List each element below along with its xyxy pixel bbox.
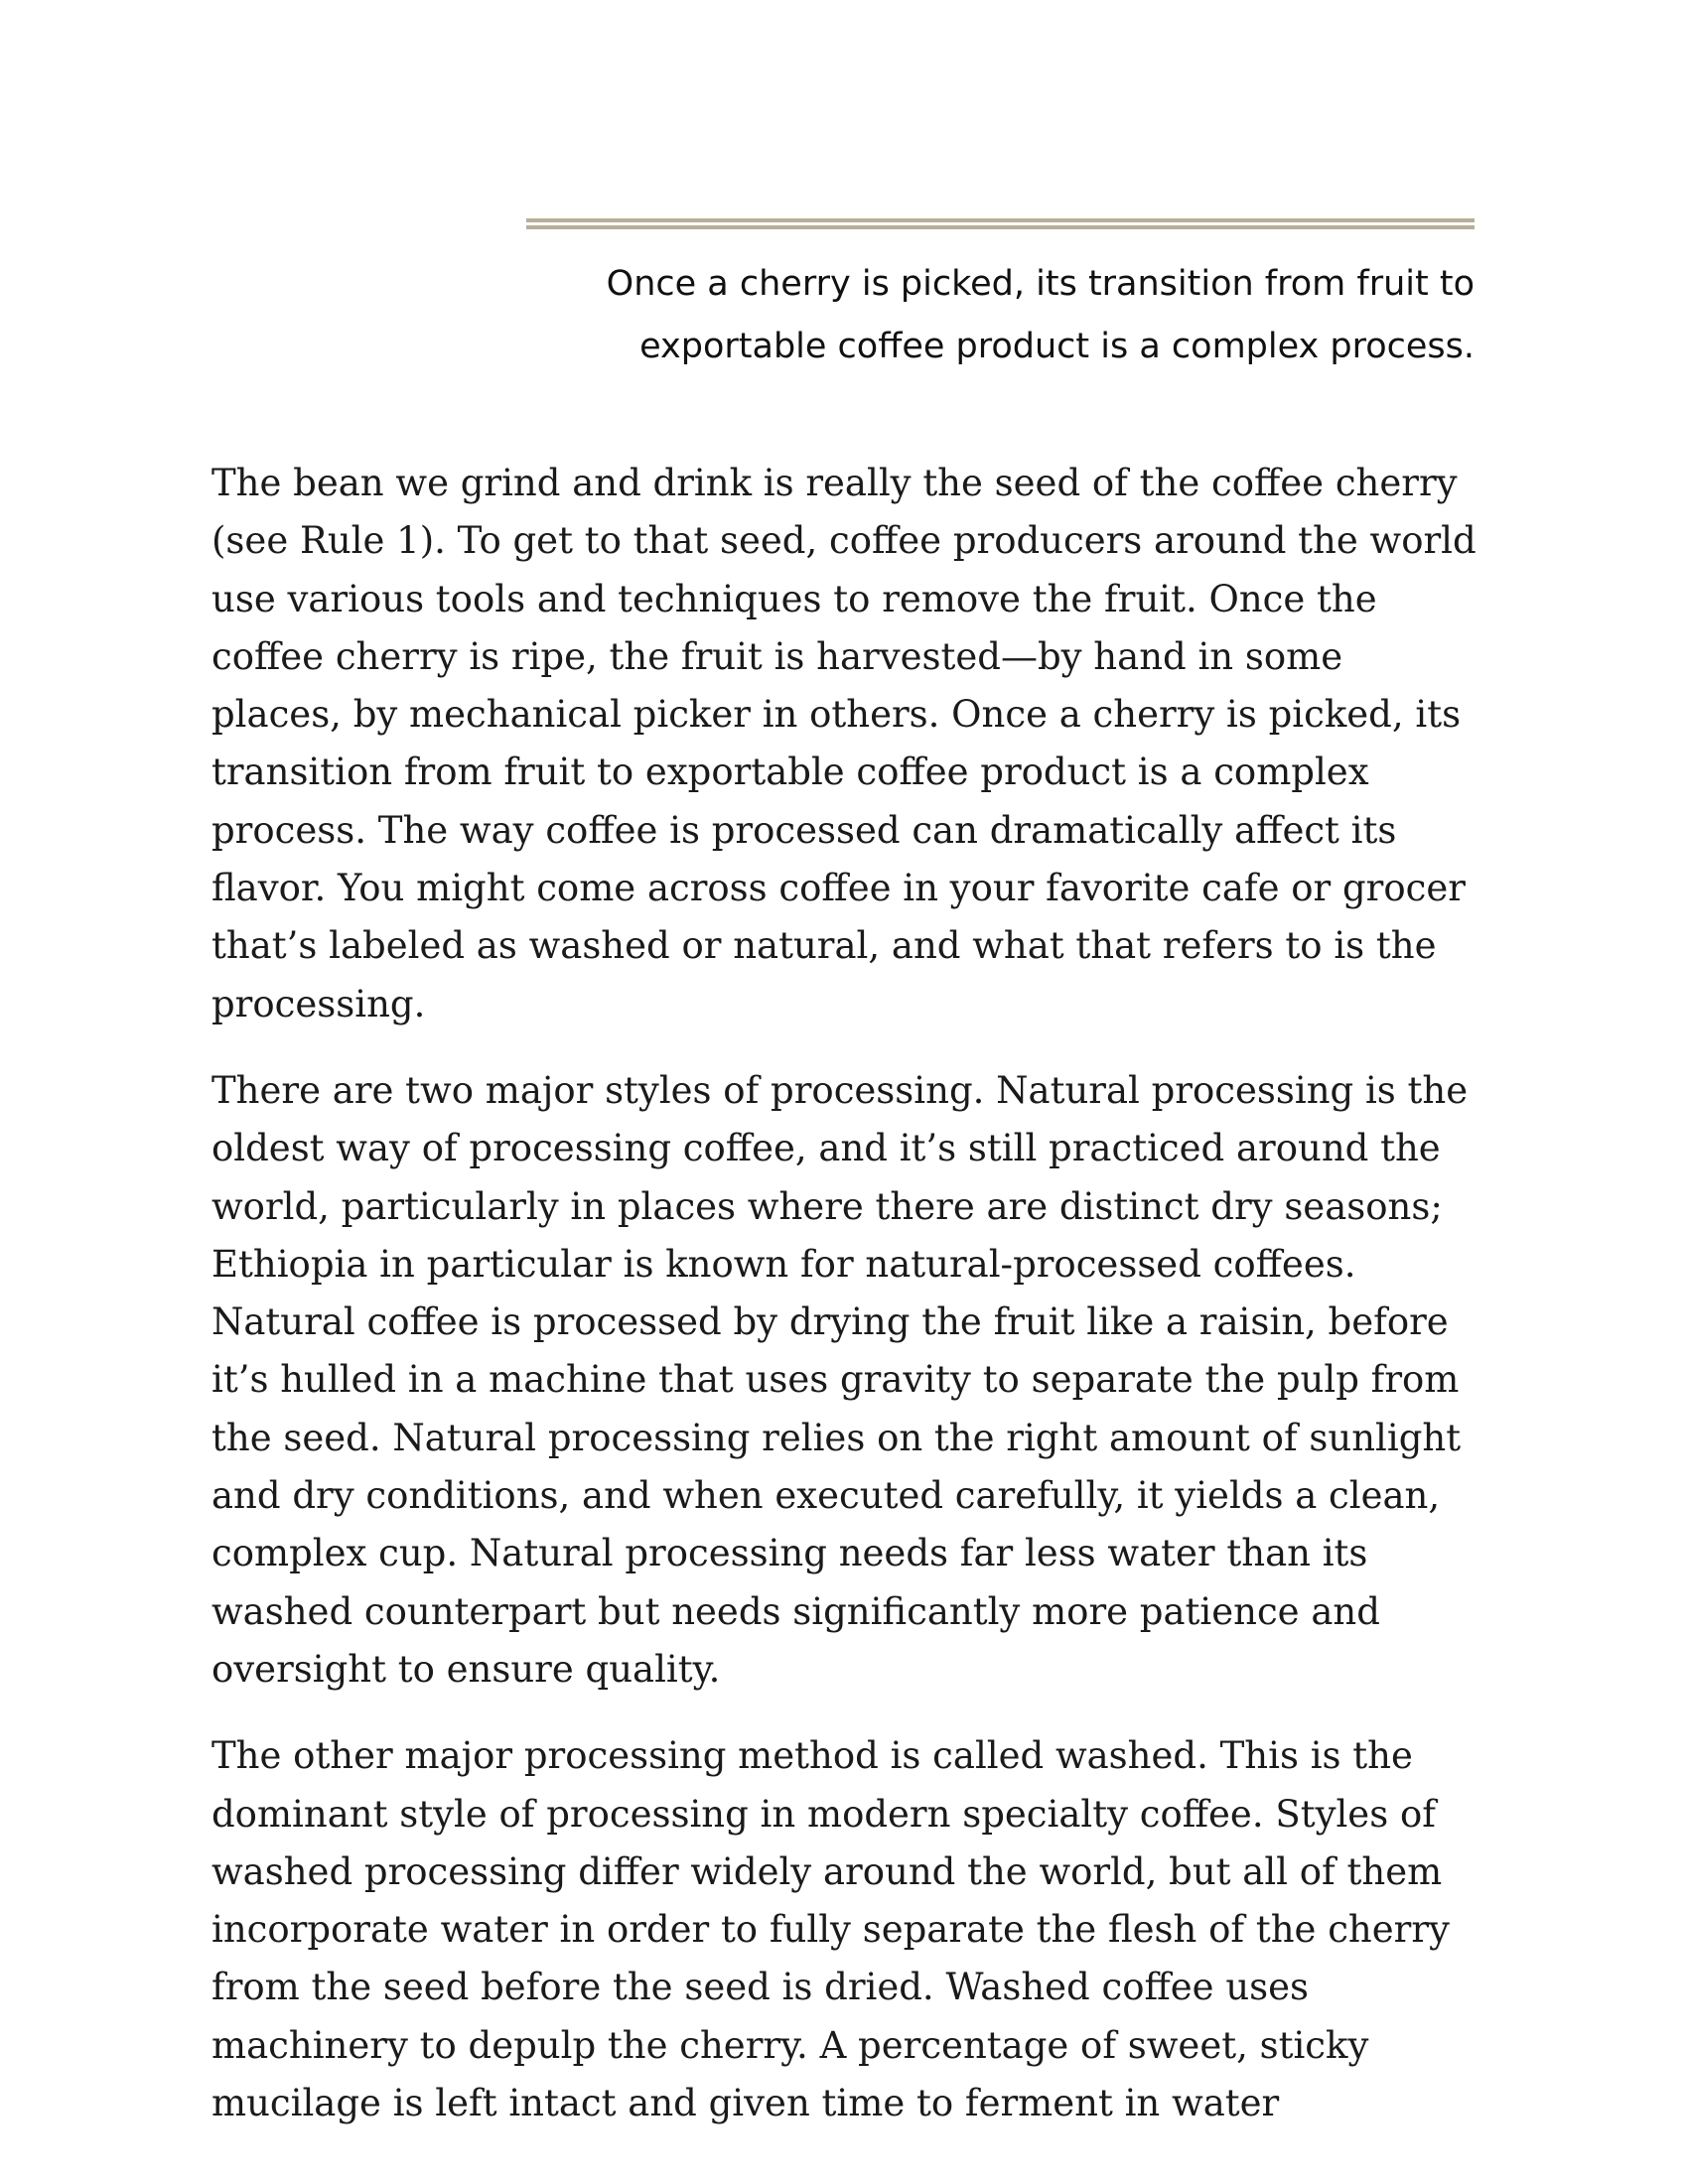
body-text — [211, 455, 1482, 2161]
paragraph-2: There are two major styles of processing. Natural processing is the oldest way of processing coffee, and it’s still practiced around the world, particularly in places where there are distinct dry seasons; Ethiopia in particular is known for natural-processed coffees. Natural coffee is processed by drying the fruit like a raisin, before it’s hulled in a machine that uses gravity to separate the pulp from the seed. Natural processing relies on the right amount of sunlight and dry conditions, and when executed carefully, it yields a clean, complex cup. Natural processing needs far less water than its washed counterpart but needs significantly more patience and oversight to ensure quality. — [211, 1068, 1469, 1691]
pull-quote-rule — [526, 218, 1475, 230]
rule-line-bottom — [526, 225, 1475, 229]
pull-quote: Once a cherry is picked, its transition from fruit to exportable coffee product is a complex process. — [606, 264, 1475, 366]
paragraph-1: The bean we grind and drink is really the seed of the coffee cherry (see Rule 1). To get to that seed, coffee producers around the world use various tools and techniques to remove the fruit. Once the coffee cherry is ripe, the fruit is harvested—by hand in some places, by mechanical picker in others. Once a cherry is picked, its transition from fruit to exportable coffee product is a complex process. The way coffee is processed can dramatically affect its flavor. You might come across coffee in your favorite cafe or grocer that’s labeled as washed or natural, and what that refers to is the processing. — [211, 462, 1477, 1025]
paragraph-3: The other major processing method is called washed. This is the dominant style of processing in modern specialty coffee. Styles of washed processing differ widely around the world, but all of them incorporate water in order to fully separate the flesh of the cherry from the seed before the seed is dried. Washed coffee uses machinery to depulp the cherry. A percentage of sweet, sticky mucilage is left intact and given time to ferment in water — [211, 1734, 1450, 2125]
rule-line-top — [526, 218, 1475, 222]
